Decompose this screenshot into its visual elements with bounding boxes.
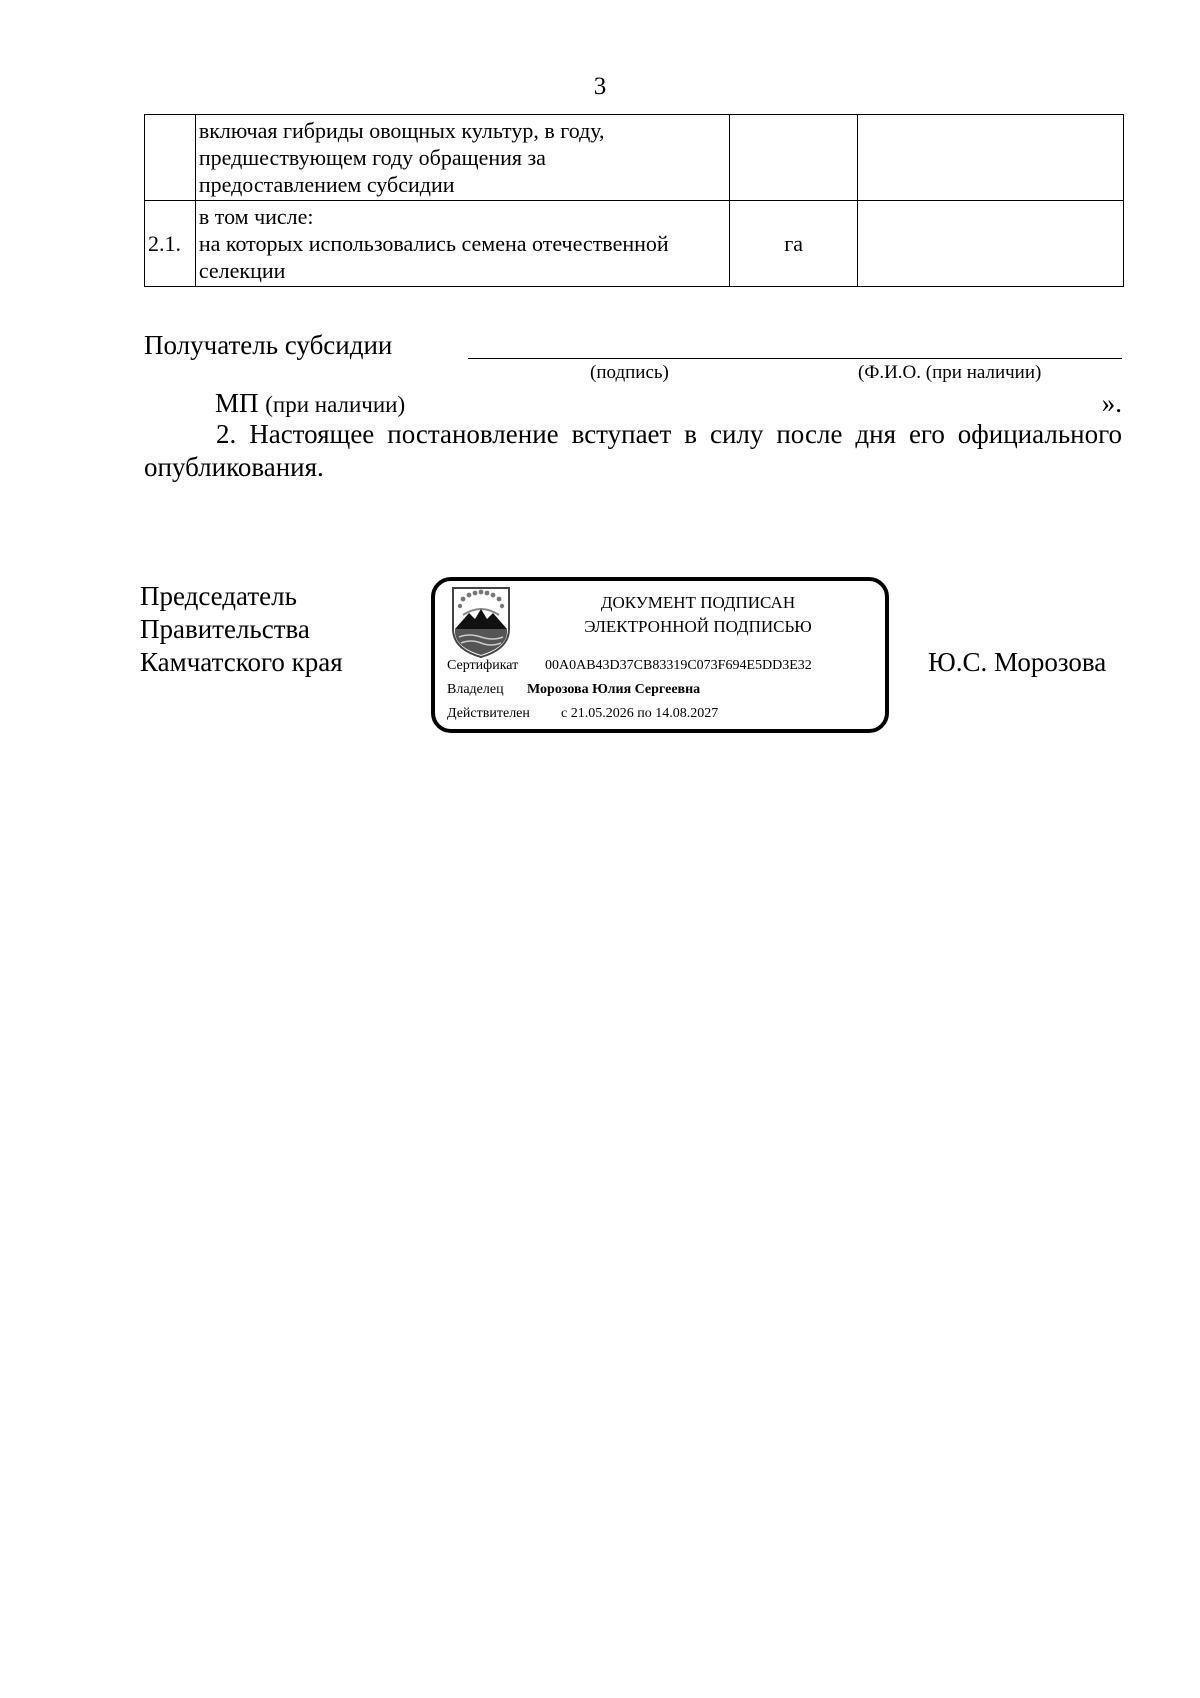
row-name-cell (195, 201, 729, 287)
stamp-validity-row (447, 705, 718, 723)
stamp-certificate-row (447, 657, 812, 675)
row-number-cell: 2.1. (145, 201, 196, 287)
owner-value: Морозова Юлия Сергеевна (527, 682, 701, 697)
row-name-line: селекции (198, 258, 286, 283)
row-name-line: в том числе: (198, 204, 314, 229)
kamchatka-coat-of-arms-icon (449, 585, 513, 659)
signer-title-line: Председатель (140, 581, 297, 611)
recipient-label: Получатель субсидии (144, 330, 393, 360)
signer-title-line: Камчатского края (140, 647, 343, 677)
row-value-cell (857, 115, 1123, 201)
row-name-line: предшествующем году обращения за (198, 145, 546, 170)
signature-caption: (подпись) (590, 362, 669, 383)
validity-label: Действителен (447, 706, 530, 721)
row-value-cell (857, 201, 1123, 287)
row-unit-cell: га (730, 201, 858, 287)
row-number-cell (145, 115, 196, 201)
certificate-label: Сертификат (447, 658, 519, 673)
stamp-heading (523, 591, 873, 639)
signature-line (468, 358, 1122, 359)
stamp-heading-line: ЭЛЕКТРОННОЙ ПОДПИСЬЮ (584, 617, 812, 636)
stamp-heading-line: ДОКУМЕНТ ПОДПИСАН (600, 593, 796, 612)
owner-label: Владелец (447, 682, 504, 697)
closing-quote: ». (1101, 388, 1122, 418)
fio-caption: (Ф.И.О. (при наличии) (858, 362, 1042, 383)
signer-title (140, 580, 343, 679)
seal-placeholder (215, 386, 405, 422)
paragraph-line: опубликования. (144, 452, 324, 482)
row-name-line: предоставлением субсидии (198, 172, 455, 197)
signer-name: Ю.С. Морозова (928, 647, 1107, 677)
paragraph-line: 2. Настоящее постановление вступает в силу после дня его официального (216, 419, 1122, 449)
validity-value: с 21.05.2026 по 14.08.2027 (561, 706, 719, 721)
page-number: 3 (593, 73, 607, 100)
table-row (145, 201, 1124, 287)
indicator-table (144, 114, 1124, 287)
row-name-cell (195, 115, 729, 201)
seal-label: МП (215, 388, 259, 418)
seal-note: (при наличии) (265, 392, 406, 417)
row-unit-cell (730, 115, 858, 201)
effective-date-paragraph (144, 418, 1122, 484)
certificate-value: 00A0AB43D37CB83319C073F694E5DD3E32 (545, 658, 812, 673)
electronic-signature-stamp (431, 577, 889, 733)
row-name-line: на которых использовались семена отечественной (198, 231, 669, 256)
signer-title-line: Правительства (140, 614, 310, 644)
stamp-owner-row (447, 681, 700, 699)
table-row (145, 115, 1124, 201)
row-name-line: включая гибриды овощных культур, в году, (198, 118, 605, 143)
